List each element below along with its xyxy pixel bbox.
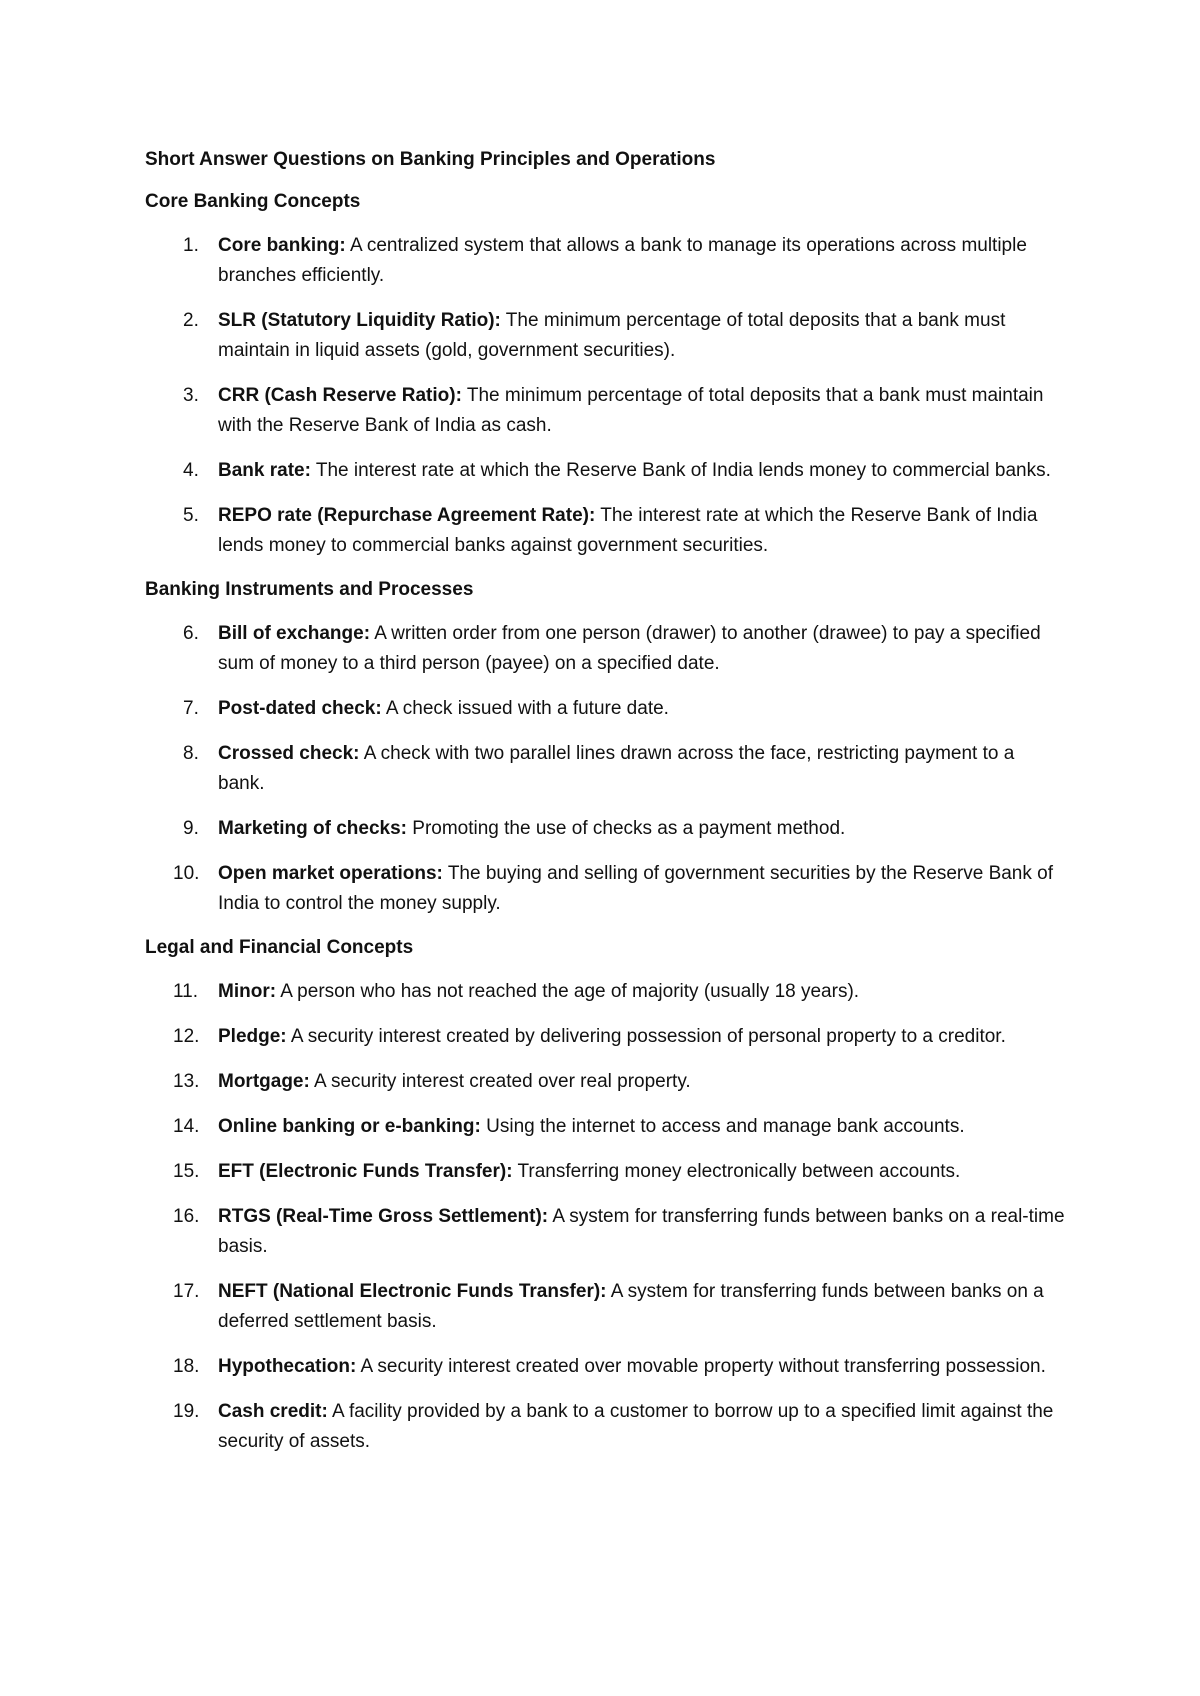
list-item-term: NEFT (National Electronic Funds Transfer): [218,1281,607,1302]
list-item-number: 3. [183,385,199,406]
document-section [145,576,1065,919]
list-item-number: 17. [173,1281,200,1302]
list-item [145,1022,1065,1052]
list-item [145,1397,1065,1457]
list-item-definition: The minimum percentage of total deposits that a bank must maintain with the Reserve Bank of India as cash. [218,385,1044,436]
list-item-definition: A security interest created over real property. [309,1071,691,1092]
list-item [145,1067,1065,1097]
list-item-definition: A centralized system that allows a bank to manage its operations across multiple branches efficiently. [218,235,1027,286]
list-item-term: Crossed check: [218,743,360,764]
list-item-number: 19. [173,1401,200,1422]
list-item-term: RTGS (Real-Time Gross Settlement): [218,1206,549,1227]
list-item-definition: A system for transferring funds between banks on a real-time basis. [218,1206,1065,1257]
list-item-term: Mortgage: [218,1071,310,1092]
list-item-definition: The interest rate at which the Reserve Bank of India lends money to commercial banks against government securities. [218,505,1038,556]
list-item-definition: Promoting the use of checks as a payment method. [407,818,846,839]
document-title: Short Answer Questions on Banking Principles and Operations [145,149,716,170]
list-item-number: 13. [173,1071,200,1092]
list-item-term: Open market operations: [218,863,443,884]
document-section [145,934,1065,1457]
list-item-definition: Transferring money electronically between accounts. [512,1161,961,1182]
list-item-definition: A security interest created by delivering possession of personal property to a creditor. [286,1026,1006,1047]
list-item-number: 11. [173,981,199,1002]
list-item-definition: A written order from one person (drawer) to another (drawee) to pay a specified sum of money to a third person (payee) on a specified date. [218,623,1041,674]
numbered-list [145,619,1065,919]
list-item-definition: A system for transferring funds between banks on a deferred settlement basis. [218,1281,1044,1332]
list-item-definition: The interest rate at which the Reserve Bank of India lends money to commercial banks. [310,460,1051,481]
list-item-number: 5. [183,505,199,526]
list-item-number: 18. [173,1356,200,1377]
list-item-number: 4. [183,460,199,481]
list-item-term: REPO rate (Repurchase Agreement Rate): [218,505,596,526]
list-item [145,694,1065,724]
list-item-number: 8. [183,743,199,764]
document-body [145,146,1065,1472]
list-item-term: SLR (Statutory Liquidity Ratio): [218,310,501,331]
list-item-term: CRR (Cash Reserve Ratio): [218,385,462,406]
list-item-term: Marketing of checks: [218,818,407,839]
list-item-term: Cash credit: [218,1401,328,1422]
list-item-number: 14. [173,1116,200,1137]
list-item-number: 2. [183,310,199,331]
list-item-term: Minor: [218,981,277,1002]
list-item-definition: A security interest created over movable property without transferring possession. [356,1356,1046,1377]
list-item [145,381,1065,441]
list-item-number: 9. [183,818,199,839]
list-item-definition: A check issued with a future date. [381,698,669,719]
list-item-number: 12. [173,1026,200,1047]
list-item [145,739,1065,799]
list-item [145,1277,1065,1337]
list-item [145,1112,1065,1142]
list-item-term: Bill of exchange: [218,623,371,644]
list-item-number: 6. [183,623,199,644]
list-item-number: 16. [173,1206,200,1227]
section-heading: Core Banking Concepts [145,191,361,212]
document-sections [145,188,1065,1457]
list-item-term: EFT (Electronic Funds Transfer): [218,1161,513,1182]
list-item-term: Bank rate: [218,460,311,481]
list-item [145,231,1065,291]
section-heading: Legal and Financial Concepts [145,937,414,958]
list-item [145,814,1065,844]
list-item-definition: The minimum percentage of total deposits that a bank must maintain in liquid assets (gold, government securities). [218,310,1006,361]
list-item [145,1352,1065,1382]
list-item [145,977,1065,1007]
list-item-number: 1. [183,235,199,256]
list-item [145,456,1065,486]
list-item [145,619,1065,679]
list-item [145,1202,1065,1262]
numbered-list [145,977,1065,1457]
document-section [145,188,1065,561]
list-item-term: Pledge: [218,1026,287,1047]
list-item [145,306,1065,366]
list-item-definition: A facility provided by a bank to a customer to borrow up to a specified limit against the security of assets. [218,1401,1054,1452]
list-item [145,501,1065,561]
list-item-definition: A check with two parallel lines drawn across the face, restricting payment to a bank. [218,743,1015,794]
list-item-term: Hypothecation: [218,1356,357,1377]
list-item-term: Online banking or e-banking: [218,1116,481,1137]
list-item-definition: The buying and selling of government securities by the Reserve Bank of India to control the money supply. [218,863,1053,914]
numbered-list [145,231,1065,561]
list-item-number: 15. [173,1161,200,1182]
list-item-number: 7. [183,698,199,719]
list-item-number: 10. [173,863,200,884]
list-item-term: Post-dated check: [218,698,382,719]
list-item-definition: A person who has not reached the age of majority (usually 18 years). [276,981,860,1002]
list-item [145,1157,1065,1187]
list-item-term: Core banking: [218,235,346,256]
list-item-definition: Using the internet to access and manage bank accounts. [480,1116,965,1137]
section-heading: Banking Instruments and Processes [145,579,474,600]
list-item [145,859,1065,919]
